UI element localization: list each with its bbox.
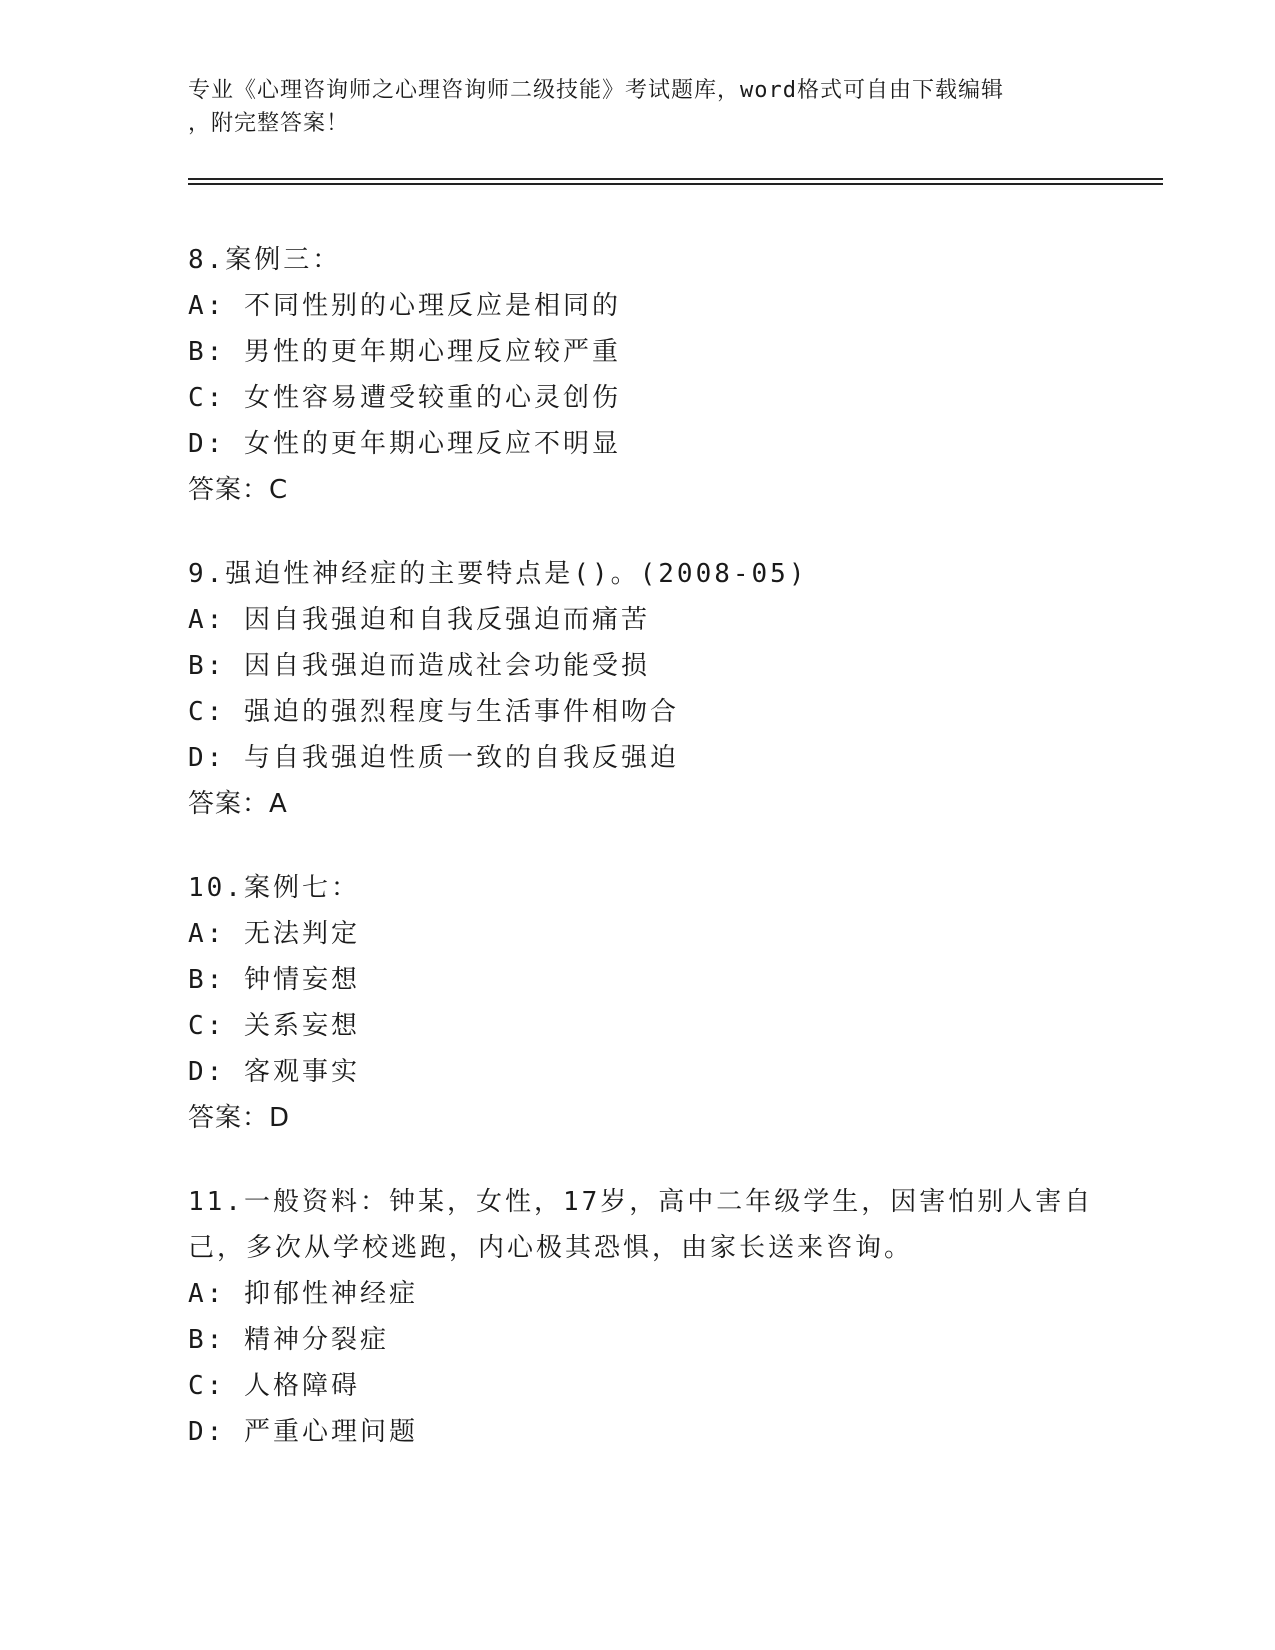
question-list [188, 237, 1108, 1493]
option-b: B: 男性的更年期心理反应较严重 [188, 337, 621, 367]
answer-label: 答案：A [188, 789, 288, 819]
option-a: A: 不同性别的心理反应是相同的 [188, 291, 621, 321]
option-c: C: 女性容易遭受较重的心灵创伤 [188, 383, 621, 413]
header-line-1: 专业《心理咨询师之心理咨询师二级技能》考试题库，word格式可自由下载编辑 [188, 78, 1004, 103]
option-d: D: 女性的更年期心理反应不明显 [188, 429, 621, 459]
option-a: A: 无法判定 [188, 919, 360, 949]
question-stem-line-2: 己，多次从学校逃跑，内心极其恐惧，由家长送来咨询。 [188, 1233, 914, 1263]
question-stem-line-1: 11.一般资料：钟某，女性，17岁，高中二年级学生，因害怕别人害自 [188, 1187, 1094, 1217]
question-9 [188, 551, 1108, 827]
option-b: B: 因自我强迫而造成社会功能受损 [188, 651, 650, 681]
question-10 [188, 865, 1108, 1141]
option-a: A: 抑郁性神经症 [188, 1279, 418, 1309]
question-8 [188, 237, 1108, 513]
question-stem: 10.案例七： [188, 873, 360, 903]
answer-label: 答案：D [188, 1103, 291, 1133]
option-d: D: 客观事实 [188, 1057, 360, 1087]
option-c: C: 强迫的强烈程度与生活事件相吻合 [188, 697, 679, 727]
answer-label: 答案：C [188, 475, 289, 505]
option-b: B: 钟情妄想 [188, 965, 360, 995]
question-11 [188, 1179, 1108, 1455]
option-b: B: 精神分裂症 [188, 1325, 389, 1355]
header-rule-bottom [188, 183, 1163, 185]
option-d: D: 与自我强迫性质一致的自我反强迫 [188, 743, 679, 773]
question-stem: 9.强迫性神经症的主要特点是()。(2008-05) [188, 559, 808, 589]
question-stem: 8.案例三： [188, 245, 342, 275]
header-rule-top [188, 178, 1163, 180]
option-d: D: 严重心理问题 [188, 1417, 418, 1447]
option-a: A: 因自我强迫和自我反强迫而痛苦 [188, 605, 650, 635]
option-c: C: 关系妄想 [188, 1011, 360, 1041]
header-line-2: ，附完整答案！ [188, 111, 350, 136]
document-header [188, 74, 1088, 140]
option-c: C: 人格障碍 [188, 1371, 360, 1401]
